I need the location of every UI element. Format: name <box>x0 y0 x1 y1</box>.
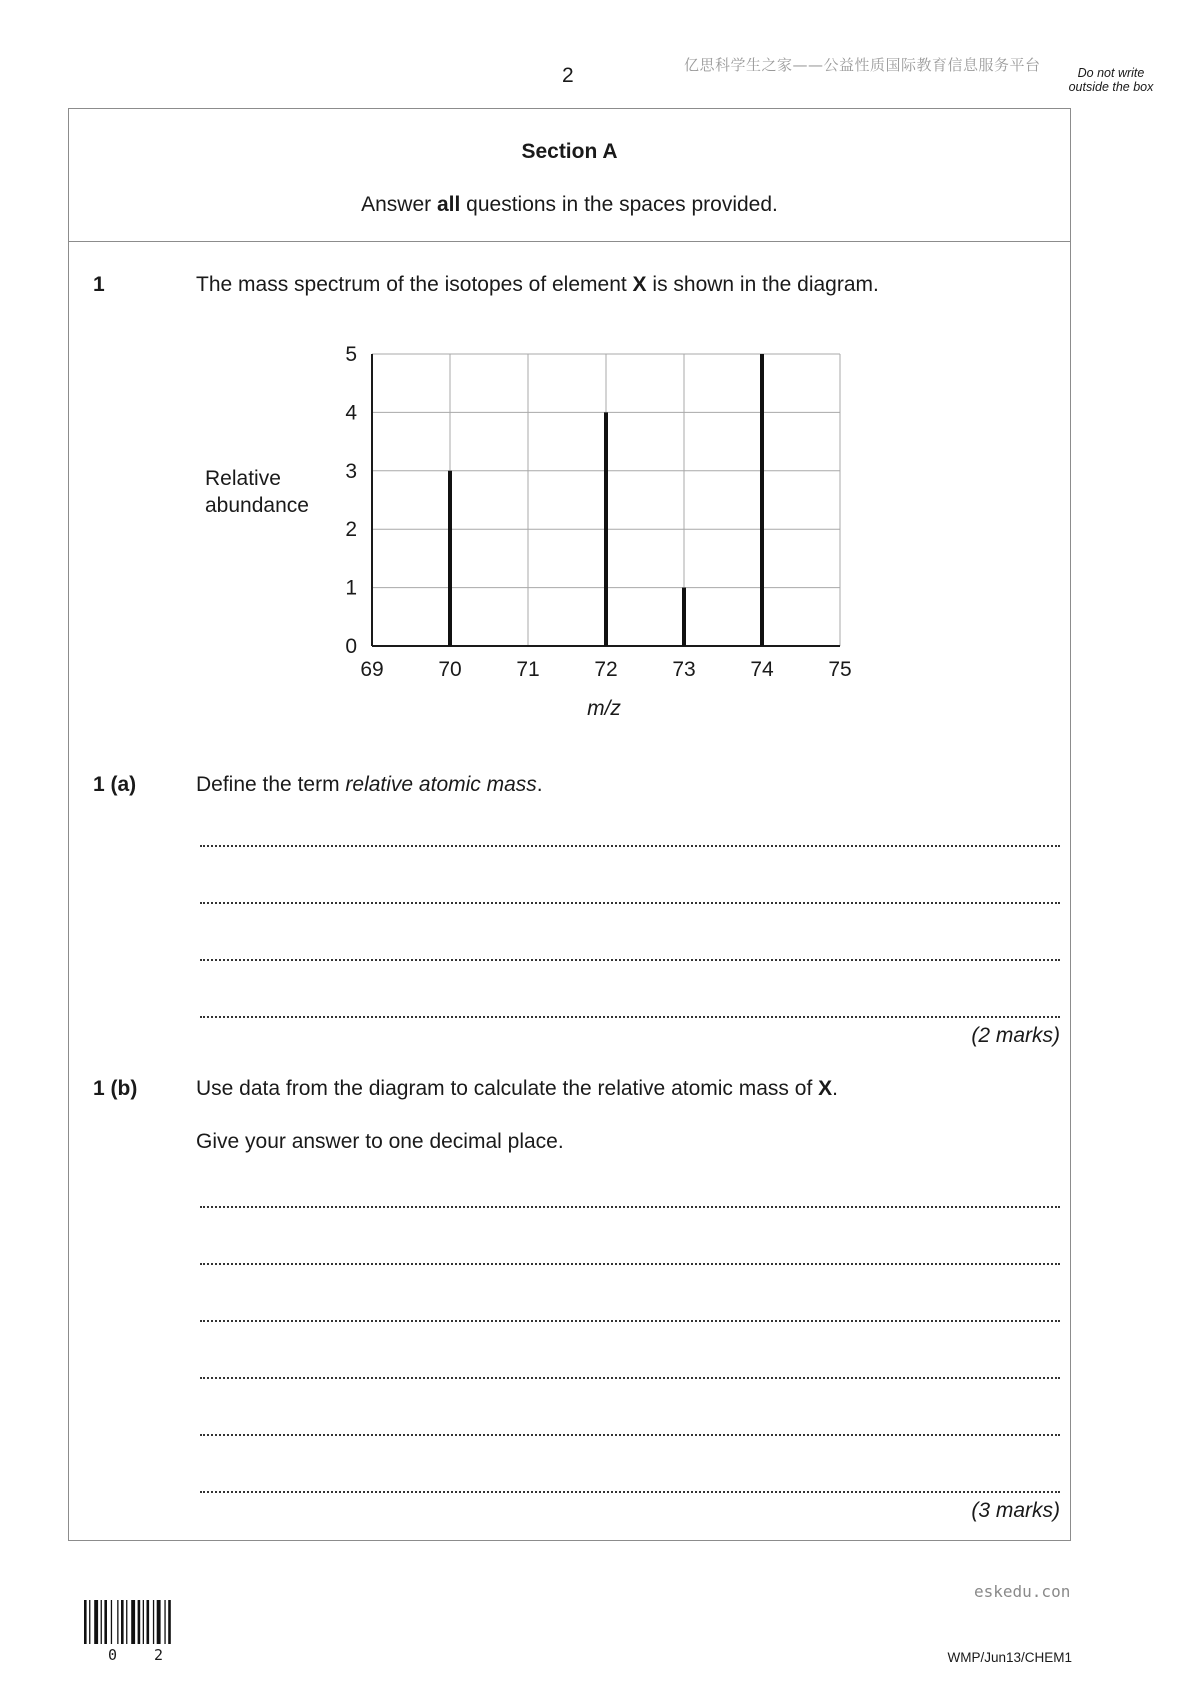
watermark-text: 亿思科学生之家——公益性质国际教育信息服务平台 <box>684 56 1041 74</box>
question-1a-number: 1 (a) <box>93 773 137 796</box>
y-tick-2: 2 <box>345 518 357 542</box>
page-number: 2 <box>562 64 574 87</box>
answer-line-1b-2[interactable] <box>200 1263 1060 1265</box>
x-tick-69: 69 <box>360 658 384 681</box>
section-instruction: Answer all questions in the spaces provided. <box>361 193 778 216</box>
y-tick-labels <box>345 343 357 658</box>
paper-code: WMP/Jun13/CHEM1 <box>947 1650 1072 1665</box>
question-1b-instruction: Give your answer to one decimal place. <box>196 1130 564 1153</box>
x-tick-70: 70 <box>438 658 462 681</box>
answer-line-1a-1[interactable] <box>200 845 1060 847</box>
answer-line-1b-3[interactable] <box>200 1320 1060 1322</box>
y-axis-label-line-2: abundance <box>205 494 309 517</box>
x-tick-74: 74 <box>750 658 774 681</box>
x-tick-71: 71 <box>516 658 540 681</box>
footer-site: eskedu.con <box>974 1582 1071 1601</box>
defined-term: relative atomic mass <box>345 773 537 796</box>
barcode-number: 0 2 <box>108 1646 178 1664</box>
margin-note: Do not write outside the box <box>1068 66 1154 94</box>
answer-line-1a-2[interactable] <box>200 902 1060 904</box>
section-title: Section A <box>521 140 618 163</box>
answer-frame <box>68 108 1071 1541</box>
question-1-text: The mass spectrum of the isotopes of element X is shown in the diagram. <box>196 273 879 296</box>
y-tick-0: 0 <box>345 635 357 658</box>
y-tick-5: 5 <box>345 343 357 366</box>
question-1b-text: Use data from the diagram to calculate the relative atomic mass of X. <box>196 1077 838 1100</box>
element-x: X <box>632 273 647 296</box>
answer-line-1a-4[interactable] <box>200 1016 1060 1018</box>
section-divider <box>69 241 1070 242</box>
y-tick-3: 3 <box>345 459 357 483</box>
marks-1b: (3 marks) <box>971 1499 1060 1522</box>
x-tick-72: 72 <box>594 658 618 681</box>
answer-line-1b-6[interactable] <box>200 1491 1060 1493</box>
x-tick-73: 73 <box>672 658 696 681</box>
x-tick-labels <box>360 658 851 681</box>
y-tick-1: 1 <box>345 576 357 600</box>
y-axis-label-line-1: Relative <box>205 467 281 490</box>
question-1a-text: Define the term relative atomic mass. <box>196 773 543 796</box>
mass-spectrum-chart <box>190 335 890 735</box>
barcode-image <box>84 1600 179 1646</box>
marks-1a: (2 marks) <box>971 1024 1060 1047</box>
answer-line-1a-3[interactable] <box>200 959 1060 961</box>
x-axis-label: m/z <box>587 697 621 720</box>
question-1-number: 1 <box>93 273 105 296</box>
answer-line-1b-1[interactable] <box>200 1206 1060 1208</box>
x-tick-75: 75 <box>828 658 852 681</box>
answer-line-1b-5[interactable] <box>200 1434 1060 1436</box>
instruction-emphasis: all <box>436 193 461 216</box>
element-x: X <box>818 1077 833 1100</box>
y-tick-4: 4 <box>345 401 357 425</box>
question-1b-number: 1 (b) <box>93 1077 138 1100</box>
answer-line-1b-4[interactable] <box>200 1377 1060 1379</box>
